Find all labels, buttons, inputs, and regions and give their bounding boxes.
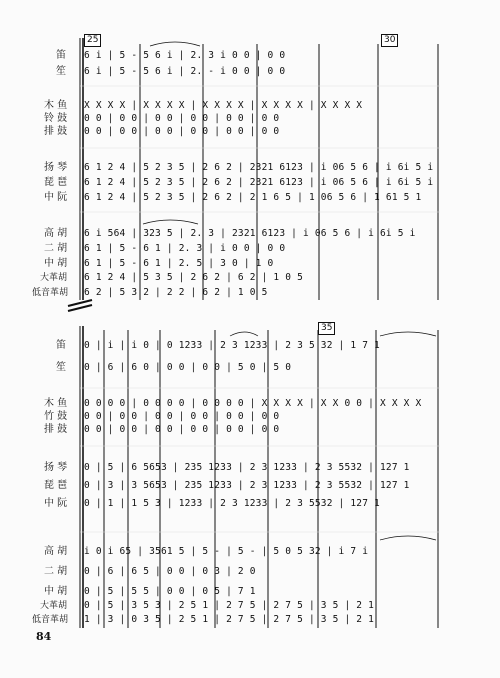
s2-row-zhugu: 0 0 | 0 0 | 0 0 | 0 0 | 0 0 | 0 0	[84, 411, 280, 422]
page-number: 84	[36, 630, 52, 643]
s1-row-erhu: 6 1 | 5 - 6 1 | 2. 3 | i 0 0 | 0 0	[84, 243, 286, 254]
s2-row-dagehu: 0 | 5 | 3 5 3 | 2 5 1 | 2 7 5 | 2 7 5 | 3 5 | 2 1	[84, 600, 375, 611]
label-di-2: 笛	[56, 340, 66, 351]
label-diyingehu: 低音革胡	[32, 288, 69, 298]
s1-row-gaohu: 6 i 564 | 323 5 | 2. 3 | 2321 6123 | i 06 5 6 | i 6i 5 i	[84, 228, 416, 239]
label-muyu-2: 木 鱼	[44, 398, 68, 409]
bar-number-30: 30	[381, 34, 398, 47]
s2-row-paigu: 0 0 | 0 0 | 0 0 | 0 0 | 0 0 | 0 0	[84, 424, 280, 435]
bar-number-35: 35	[318, 322, 335, 335]
label-dagehu: 大革胡	[40, 273, 68, 283]
s2-row-zhongruan: 0 | 1 | 1 5 3 | 1233 | 2 3 1233 | 2 3 5532 | 127 1	[84, 498, 380, 509]
s2-row-zhonghu: 0 | 5 | 5 5 | 0 0 | 0 5 | 7 1	[84, 586, 256, 597]
label-zhongruan-2: 中 阮	[44, 498, 68, 509]
label-paigu-2: 排 鼓	[44, 424, 68, 435]
s1-row-linggu: 0 0 | 0 0 | 0 0 | 0 0 | 0 0 | 0 0	[84, 113, 280, 124]
s2-row-di: 0 | i | i 0 | 0 1233 | 2 3 1233 | 2 3 5 32 | 1 7 1	[84, 340, 380, 351]
label-di: 笛	[56, 50, 66, 61]
label-yangqin: 扬 琴	[44, 162, 68, 173]
label-zhongruan: 中 阮	[44, 192, 68, 203]
label-dagehu-2: 大革胡	[40, 601, 68, 611]
s1-row-paigu: 0 0 | 0 0 | 0 0 | 0 0 | 0 0 | 0 0	[84, 126, 280, 137]
s1-row-di: 6 i | 5 - 5 6 i | 2. 3 i 0 0 | 0 0	[84, 50, 286, 61]
label-pipa: 琵 琶	[44, 177, 68, 188]
bar-number-25: 25	[84, 34, 101, 47]
label-sheng: 笙	[56, 66, 66, 77]
label-erhu-2: 二 胡	[44, 566, 68, 577]
s1-row-dagehu: 6 1 2 4 | 5 3 5 | 2 6 2 | 6 2 | 1 0 5	[84, 272, 304, 283]
s1-row-sheng: 6 i | 5 - 5 6 i | 2. - i 0 0 | 0 0	[84, 66, 286, 77]
s2-row-erhu: 0 | 6 | 6 5 | 0 0 | 0 3 | 2 0	[84, 566, 256, 577]
label-diyingehu-2: 低音革胡	[32, 615, 69, 625]
s1-row-zhongruan: 6 1 2 4 | 5 2 3 5 | 2 6 2 | 2 1 6 5 | 1 06 5 6 | 1 61 5 1	[84, 192, 422, 203]
s2-row-muyu: 0 0 0 0 | 0 0 0 0 | 0 0 0 0 | X X X X | X X 0 0 | X X X X	[84, 398, 422, 409]
label-paigu: 排 鼓	[44, 126, 68, 137]
label-linggu: 铃 鼓	[44, 113, 68, 124]
label-sheng-2: 笙	[56, 362, 66, 373]
s1-row-zhonghu: 6 1 | 5 - 6 1 | 2. 5 | 3 0 | 1 0	[84, 258, 274, 269]
s2-row-diyingehu: 1 | 3 | 0 3 5 | 2 5 1 | 2 7 5 | 2 7 5 | 3 5 | 2 1	[84, 614, 375, 625]
label-pipa-2: 琵 琶	[44, 480, 68, 491]
label-zhugu-2: 竹 鼓	[44, 411, 68, 422]
label-gaohu-2: 高 胡	[44, 546, 68, 557]
label-muyu: 木 鱼	[44, 100, 68, 111]
label-gaohu: 高 胡	[44, 228, 68, 239]
label-yangqin-2: 扬 琴	[44, 462, 68, 473]
s2-row-sheng: 0 | 6 | 6 0 | 0 0 | 0 0 | 5 0 | 5 0	[84, 362, 292, 373]
label-zhonghu-2: 中 胡	[44, 586, 68, 597]
s2-row-yangqin: 0 | 5 | 6 5653 | 235 1233 | 2 3 1233 | 2 3 5532 | 127 1	[84, 462, 410, 473]
s1-row-yangqin: 6 1 2 4 | 5 2 3 5 | 2 6 2 | 2321 6123 | i 06 5 6 | i 6i 5 i	[84, 162, 434, 173]
label-erhu: 二 胡	[44, 243, 68, 254]
s2-row-pipa: 0 | 3 | 3 5653 | 235 1233 | 2 3 1233 | 2 3 5532 | 127 1	[84, 480, 410, 491]
label-zhonghu: 中 胡	[44, 258, 68, 269]
s1-row-pipa: 6 1 2 4 | 5 2 3 5 | 2 6 2 | 2321 6123 | i 06 5 6 | i 6i 5 i	[84, 177, 434, 188]
s1-row-diyingehu: 6 2 | 5 3 2 | 2 2 | 6 2 | 1 0 5	[84, 287, 268, 298]
s2-row-gaohu: i 0 i 65 | 3561 5 | 5 - | 5 - | 5 0 5 32 | i 7 i	[84, 546, 369, 557]
s1-row-muyu: X X X X | X X X X | X X X X | X X X X | X X X X	[84, 100, 363, 111]
